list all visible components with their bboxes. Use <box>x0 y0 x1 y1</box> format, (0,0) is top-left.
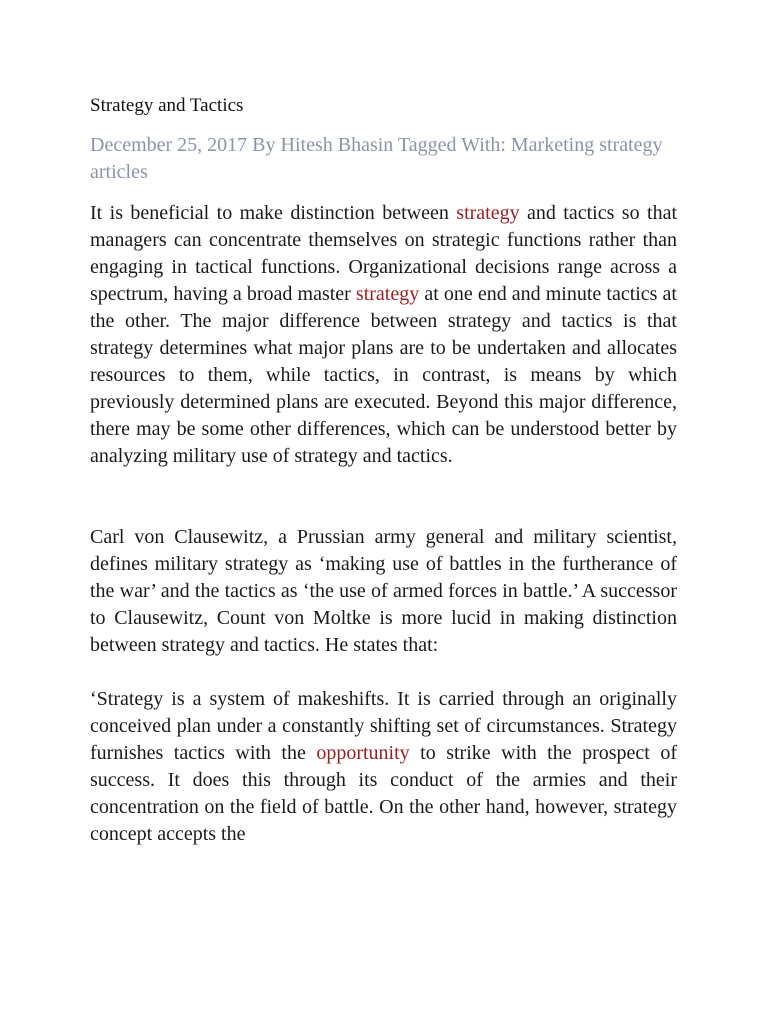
opportunity-link[interactable]: opportunity <box>316 742 410 764</box>
paragraph-1-text-b: and tactics so that managers can concentrate themselves on strategic functions rather than engaging in tactical functions. Organizational decisions range across a spectrum, having a broad master <box>90 202 678 305</box>
paragraph-3 <box>90 686 677 848</box>
paragraph-3-text-b: to strike with the prospect of success. It does this through its conduct of the armies and their concentration on the field of battle. On the other hand, however, strategy concept accepts the <box>90 742 677 845</box>
paragraph-3-text-a: ‘Strategy is a system of makeshifts. It is carried through an originally conceived plan under a constantly shifting set of circumstances. Strategy furnishes tactics with the <box>90 688 677 764</box>
article-meta: December 25, 2017 By Hitesh Bhasin Tagged With: Marketing strategy articles <box>90 134 663 183</box>
article-title: Strategy and Tactics <box>90 95 244 116</box>
strategy-link[interactable]: strategy <box>456 202 520 224</box>
article <box>90 92 677 848</box>
paragraph-1 <box>90 200 677 470</box>
paragraph-2: Carl von Clausewitz, a Prussian army general and military scientist, defines military strategy as ‘making use of battles in the furtherance of the war’ and the tactics as ‘the use of armed forces in battle.’ A successor to Clausewitz, Count von Moltke is more lucid in making distinction between strategy and tactics. He states that: <box>90 526 677 656</box>
strategy-link-2[interactable]: strategy <box>355 283 420 305</box>
paragraph-1-text-a: It is beneficial to make distinction between <box>90 202 457 224</box>
paragraph-1-text-c: at one end and minute tactics at the other. The major difference between strategy and tactics is that strategy determines what major plans are to be undertaken and allocates resources to them, while tactics, in contrast, is means by which previously determined plans are executed. Beyond this major difference, there may be some other differences, which can be understood better by analyzing military use of strategy and tactics. <box>90 283 677 467</box>
